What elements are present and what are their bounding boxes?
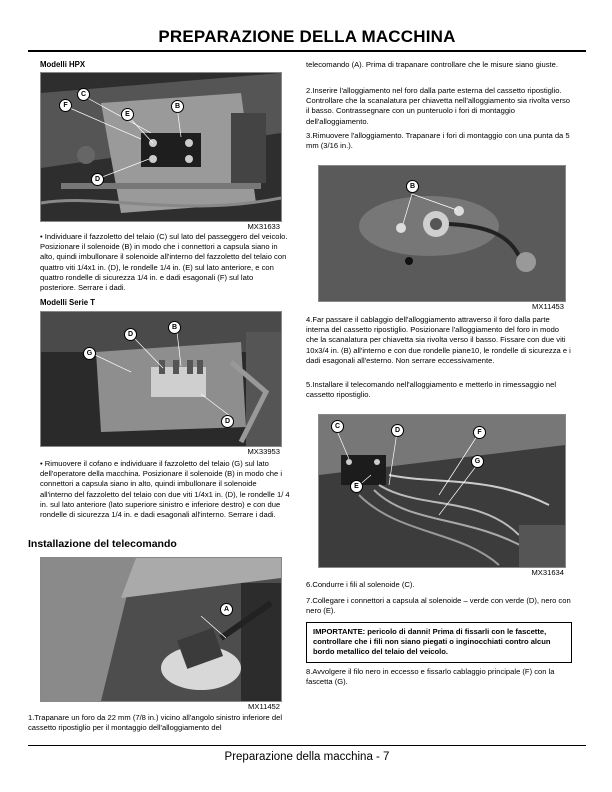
step-8-text: 8.Avvolgere il filo nero in eccesso e fissarlo cablaggio principale (F) con la fascetta (G).: [306, 667, 555, 687]
callout-f: F: [473, 426, 486, 439]
callout-c: C: [331, 420, 344, 433]
page-title: PREPARAZIONE DELLA MACCHINA: [28, 26, 586, 52]
step-2-text: 2.Inserire l'alloggiamento nel foro dalla parte esterna del cassetto ripostiglio. Controllare che la scanalatura per chiavetta nell'alloggiamento sia rivolta verso il basso. Contrassegnare con un punteruolo i fori di montaggio dell'alloggiamento.: [306, 86, 570, 126]
step-1-text: 1.Trapanare un foro da 22 mm (7/8 in.) vicino all'angolo sinistro inferiore del cassetto ripostiglio per il montaggio dell'alloggiamento del: [28, 713, 283, 733]
t-series-instructions: • Rimuovere il cofano e individuare il fazzoletto del telaio (G) sul lato dell'operatore della macchina. Posizionare il solenoide (B) in modo che i connettori a capsula siano in alto, quindi imbullonare il solenoide all'interno del fazzoletto del telaio con due viti 1/4x1 in. (D), le rondelle 1/ 4 in. sul lato anteriore (lato superiore sinistro e inferiore destro) e con due rondelle di sicurezza 1/4 in. e dadi esagonali all'interno. Serrare i dadi.: [40, 459, 290, 520]
figure-mx33953: [40, 311, 282, 447]
step-4-text: 4.Far passare il cablaggio dell'alloggiamento attraverso il foro dalla parte interna del cassetto ripostiglio. Posizionare l'alloggiamento del foro in modo che la scanalatura per chiavetta sia rivolta verso il basso. Fissare con due viti 10x3/4 in. (B) all'interno e con due rondelle piane10, le rondelle di sicurezza e i dadi esagonali all'esterno. Non serrare eccessivamente.: [306, 315, 571, 365]
figure-mx11452-drawing: [41, 558, 281, 701]
figure-id-mx11452: MX11452: [248, 702, 280, 711]
figure-id-mx31634: MX31634: [531, 568, 564, 577]
figure-id-mx11453: MX11453: [532, 302, 564, 311]
step-1-continued: telecomando (A). Prima di trapanare controllare che le misure siano giuste.: [306, 60, 558, 69]
figure-id-mx31633: MX31633: [247, 222, 280, 231]
callout-e: E: [350, 480, 363, 493]
figure-mx11453: [318, 165, 566, 302]
callout-d: D: [91, 173, 104, 186]
callout-b: B: [168, 321, 181, 334]
figure-mx11453-drawing: [319, 166, 565, 301]
important-warning-box: IMPORTANTE: pericolo di danni! Prima di fissarli con le fascette, controllare che i fili non siano piegati o inginocchiati contro alcun bordo metallico del telaio del veicolo.: [306, 622, 572, 663]
step-7-text: 7.Collegare i connettori a capsula al solenoide – verde con verde (D), nero con nero (E).: [306, 596, 571, 616]
page-footer: Preparazione della macchina - 7: [224, 751, 390, 763]
section-title-remote: Installazione del telecomando: [28, 538, 177, 550]
callout-d-lower: D: [221, 415, 234, 428]
figure-mx11452: [40, 557, 282, 702]
callout-b: B: [406, 180, 419, 193]
callout-f: F: [59, 99, 72, 112]
callout-c: C: [77, 88, 90, 101]
t-series-label: Modelli Serie T: [40, 298, 96, 307]
step-6-text: 6.Condurre i fili al solenoide (C).: [306, 580, 415, 589]
figure-mx31634: [318, 414, 566, 568]
figure-mx31633: [40, 72, 282, 222]
callout-g: G: [471, 455, 484, 468]
callout-b: B: [171, 100, 184, 113]
step-5-text: 5.Installare il telecomando nell'alloggiamento e metterlo in rimessaggio nel cassetto ripostiglio.: [306, 380, 557, 400]
callout-a: A: [220, 603, 233, 616]
figure-id-mx33953: MX33953: [247, 447, 280, 456]
footer-rule: [28, 745, 586, 746]
callout-e: E: [121, 108, 134, 121]
callout-d: D: [124, 328, 137, 341]
hpx-instructions: • Individuare il fazzoletto del telaio (C) sul lato del passeggero del veicolo. Posizionare il solenoide (B) in modo che i connettori a capsula siano in alto, quindi imbullonare il solenoide all'interno del fazzoletto del telaio con quattro viti 1/4x1 in. (D), le rondelle 1/4 in. (E) sul lato anteriore, e con quattro rondelle di sicurezza 1/4 in. e dadi esagonali (F) sul lato posteriore. Serrare i dadi.: [40, 232, 288, 293]
callout-d: D: [391, 424, 404, 437]
step-3-text: 3.Rimuovere l'alloggiamento. Trapanare i fori di montaggio con una punta da 5 mm (3/16 in.).: [306, 131, 570, 151]
callout-g: G: [83, 347, 96, 360]
figure-mx33953-drawing: [41, 312, 281, 446]
hpx-models-label: Modelli HPX: [40, 60, 86, 69]
